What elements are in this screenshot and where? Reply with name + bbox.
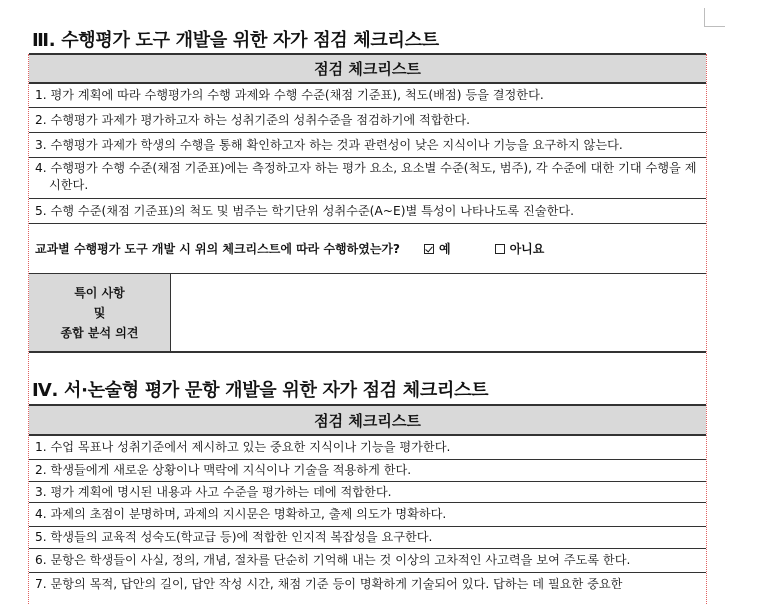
section4-item-1: 1. 수업 목표나 성취기준에서 제시하고 있는 중요한 지식이나 기능을 평가한다.	[29, 436, 706, 460]
section4-item-2: 2. 학생들에게 새로운 상황이나 맥락에 지식이나 기술을 적용하게 한다.	[29, 460, 706, 482]
notes-label: 특이 사항 및 종합 분석 의견	[29, 274, 171, 351]
section3-table-header: 점검 체크리스트	[29, 53, 706, 84]
section3-title: Ⅲ. 수행평가 도구 개발을 위한 자가 점검 체크리스트	[32, 30, 439, 51]
section4-title: Ⅳ. 서·논술형 평가 문항 개발을 위한 자가 점검 체크리스트	[32, 380, 489, 401]
section4-table-header: 점검 체크리스트	[29, 404, 706, 436]
section4-item-7: 7. 문항의 목적, 답안의 길이, 답안 작성 시간, 채점 기준 등이 명확하게 기술되어 있다. 답하는 데 필요한 중요한	[35, 576, 623, 591]
section3-question-text: 교과별 수행평가 도구 개발 시 위의 체크리스트에 따라 수행하였는가?	[35, 242, 400, 256]
option-no-label: 아니요	[509, 242, 545, 256]
section3-question-row	[29, 224, 706, 274]
right-margin-guide	[706, 54, 707, 604]
checkbox-yes-icon[interactable]	[424, 244, 434, 254]
option-yes-label: 예	[438, 242, 451, 256]
section4-item-6: 6. 문항은 학생들이 사실, 정의, 개념, 절차를 단순히 기억해 내는 것 이상의 고차적인 사고력을 보여 주도록 한다.	[29, 549, 706, 573]
section4-item-3: 3. 평가 계획에 명시된 내용과 사고 수준을 평가하는 데에 적합한다.	[29, 482, 706, 503]
option-no[interactable]	[495, 240, 545, 257]
notes-input-area[interactable]	[171, 274, 706, 351]
section3-checklist-table	[29, 53, 706, 353]
section4-checklist-table	[29, 404, 706, 595]
page-corner-mark	[704, 8, 725, 27]
section3-notes-row	[29, 274, 706, 353]
option-yes[interactable]	[424, 240, 451, 257]
section3-item-3: 3. 수행평가 과제가 학생의 수행을 통해 확인하고자 하는 것과 관련성이 낮은 지식이나 기능을 요구하지 않는다.	[29, 133, 706, 158]
section4-item-4: 4. 과제의 초점이 분명하며, 과제의 지시문은 명확하고, 출제 의도가 명확하다.	[29, 503, 706, 527]
checkbox-no-icon[interactable]	[495, 244, 505, 254]
section3-item-1: 1. 평가 계획에 따라 수행평가의 수행 과제와 수행 수준(채점 기준표), 척도(배점) 등을 결정한다.	[29, 84, 706, 108]
section3-item-4: 4. 수행평가 수행 수준(채점 기준표)에는 측정하고자 하는 평가 요소, 요소별 수준(척도, 범주), 각 수준에 대한 기대 수행을 제시한다.	[29, 158, 706, 199]
section4-item-5: 5. 학생들의 교육적 성숙도(학교급 등)에 적합한 인지적 복잡성을 요구한다.	[29, 527, 706, 549]
section3-item-5: 5. 수행 수준(채점 기준표)의 척도 및 범주는 학기단위 성취수준(A~E)별 특성이 나타나도록 진술한다.	[29, 199, 706, 224]
section3-item-2: 2. 수행평가 과제가 평가하고자 하는 성취기준의 성취수준을 점검하기에 적합한다.	[29, 108, 706, 133]
